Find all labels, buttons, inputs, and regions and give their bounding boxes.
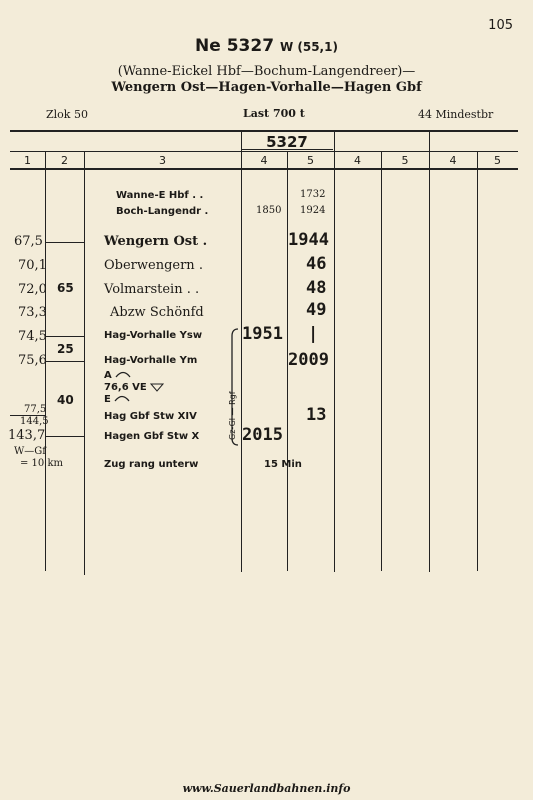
- column-header-rule: [10, 168, 518, 170]
- departure-time: 48: [306, 278, 327, 298]
- station-name: Boch-Langendr .: [116, 206, 209, 217]
- col-header-3: 3: [159, 154, 166, 167]
- km-marker: 70,1: [18, 258, 47, 273]
- train-number-header: 5327: [266, 133, 308, 151]
- col-divider-7: [429, 130, 430, 572]
- col-header-1: 1: [24, 154, 31, 167]
- signal-ve-label: 76,6 VE: [104, 382, 164, 393]
- route-line-2: Wengern Ost—Hagen-Vorhalle—Hagen Gbf: [111, 80, 422, 95]
- station-name: Oberwengern .: [104, 258, 203, 273]
- station-name: Hagen Gbf Stw X: [104, 431, 200, 442]
- gradient-rule: [45, 361, 84, 362]
- col-header-6: 4: [354, 154, 361, 167]
- route-line-1: (Wanne-Eickel Hbf—Bochum-Langendreer)—: [117, 64, 416, 79]
- col-header-7: 5: [401, 154, 409, 167]
- col-divider-3: [241, 130, 242, 572]
- gradient-value: 40: [57, 393, 74, 407]
- pass-through-mark: |: [308, 324, 319, 344]
- arrival-time: 2015: [242, 425, 283, 445]
- departure-time: 1924: [300, 205, 326, 216]
- departure-time: 1732: [300, 189, 326, 200]
- km-marker: 73,3: [18, 305, 47, 320]
- station-name: Hag Gbf Stw XIV: [104, 411, 197, 422]
- signal-e-label: E: [104, 394, 130, 405]
- signal-a-label: A: [104, 370, 131, 381]
- col-divider-6: [381, 151, 382, 571]
- distance-note-label: W—Gf: [14, 446, 46, 457]
- header-rule: [10, 151, 518, 152]
- col-divider-2: [84, 151, 85, 575]
- gradient-rule: [45, 242, 84, 243]
- rank-note: Zug rang unterw: [104, 459, 199, 470]
- station-name: Hag-Vorhalle Ym: [104, 355, 198, 366]
- train-class: W (55,1): [279, 40, 338, 54]
- distance-note-value: = 10 km: [20, 458, 64, 469]
- departure-time: 49: [306, 300, 327, 320]
- arrival-time: 1951: [242, 324, 283, 344]
- station-name: Abzw Schönfd: [110, 305, 204, 320]
- arc-icon: [114, 394, 130, 402]
- rank-note-time: 15 Min: [264, 459, 302, 470]
- gradient-value: 65: [57, 281, 74, 295]
- station-name: Volmarstein . .: [104, 282, 200, 297]
- arc-icon: [115, 370, 131, 378]
- train-title: [0, 36, 533, 56]
- triangle-down-icon: [150, 383, 164, 392]
- km-marker: 72,0: [18, 282, 47, 297]
- gradient-rule: [45, 336, 84, 337]
- station-name: Wanne-E Hbf . .: [116, 190, 204, 201]
- train-id: Ne 5327: [195, 36, 275, 56]
- km-marker: 75,6: [18, 353, 47, 368]
- zlok-label: Zlok 50: [46, 108, 88, 121]
- km-marker: 67,5: [14, 234, 43, 249]
- km-marker: 143,7: [8, 428, 46, 443]
- page-number: 105: [488, 18, 513, 33]
- km-marker: 144,5: [20, 416, 49, 427]
- arrival-time: 1850: [256, 205, 282, 216]
- col-divider-8: [477, 151, 478, 571]
- col-header-9: 5: [494, 154, 501, 167]
- col-header-5: 5: [307, 154, 314, 167]
- station-name: Hag-Vorhalle Ysw: [104, 330, 203, 341]
- departure-time: 46: [306, 254, 327, 274]
- departure-time: 2009: [288, 350, 329, 370]
- gradient-rule: [45, 436, 84, 437]
- km-marker: 77,5: [24, 404, 47, 415]
- col-header-2: 2: [61, 154, 68, 167]
- station-name: Wengern Ost .: [104, 234, 208, 249]
- departure-time: 1944: [288, 230, 329, 250]
- gradient-value: 25: [57, 342, 74, 356]
- col-divider-5: [334, 130, 335, 572]
- table-top-rule: [10, 130, 518, 132]
- departure-time: 13: [306, 405, 327, 425]
- col-header-4: 4: [260, 154, 268, 167]
- footer-url: www.Sauerlandbahnen.info: [182, 782, 351, 795]
- bracket-note: Gz-Gl — Rgf: [228, 391, 237, 440]
- load-label: Last 700 t: [243, 107, 305, 120]
- col-header-8: 4: [449, 154, 457, 167]
- min-brake-label: 44 Mindestbr: [418, 108, 494, 121]
- km-marker: 74,5: [18, 329, 47, 344]
